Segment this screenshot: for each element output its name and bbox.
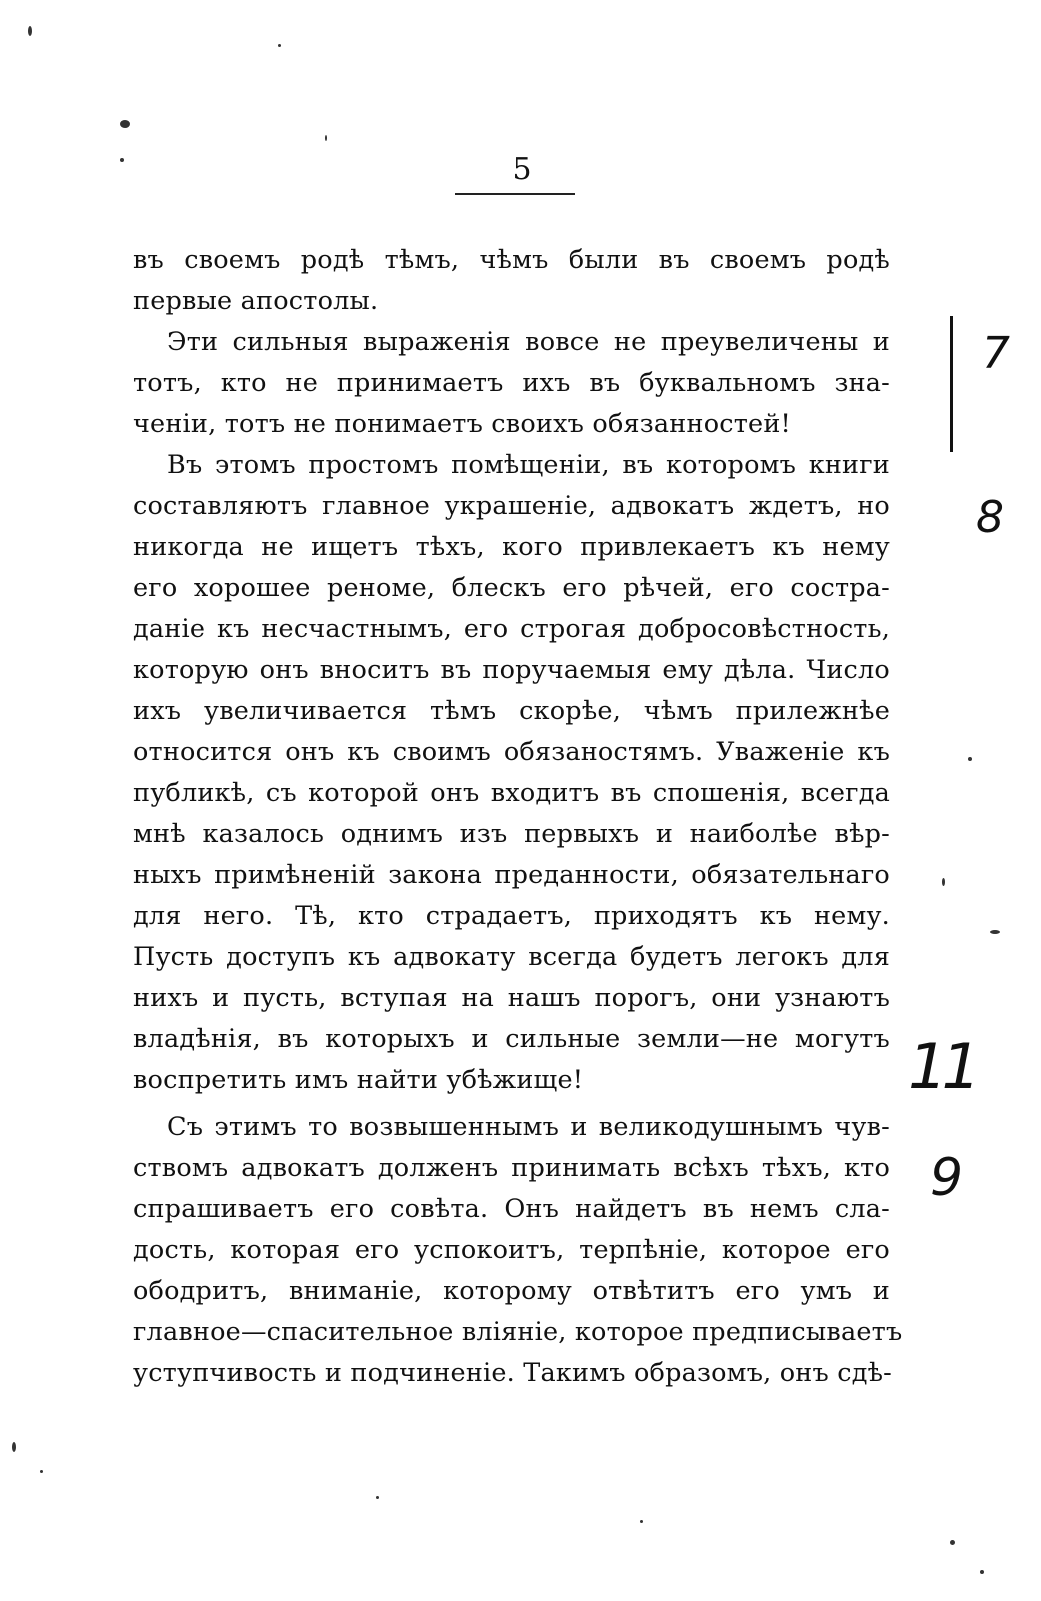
text-line: публикѣ, съ которой онъ входитъ въ спошенія, всегда xyxy=(133,778,890,808)
page-number: 5 xyxy=(512,152,532,187)
text-line: мнѣ казалось однимъ изъ первыхъ и наиболѣе вѣр- xyxy=(133,819,890,849)
margin-note-7: 7 xyxy=(982,328,1010,379)
scan-speck xyxy=(376,1496,379,1499)
text-line: спрашиваетъ его совѣта. Онъ найдетъ въ немъ сла- xyxy=(133,1194,890,1224)
text-line: въ своемъ родѣ тѣмъ, чѣмъ были въ своемъ родѣ xyxy=(133,245,890,275)
scan-speck xyxy=(950,1540,955,1545)
scan-speck xyxy=(28,26,32,36)
margin-note-8: 8 xyxy=(976,492,1004,543)
text-line: нихъ и пусть, вступая на нашъ порогъ, они узнаютъ xyxy=(133,983,890,1013)
text-line: которую онъ вноситъ въ поручаемыя ему дѣла. Число xyxy=(133,655,890,685)
margin-bracket-line xyxy=(950,316,953,452)
text-line: ченіи, тотъ не понимаетъ своихъ обязанностей! xyxy=(133,409,791,439)
scan-speck xyxy=(968,757,972,761)
text-line: Съ этимъ то возвышеннымъ и великодушнымъ чув- xyxy=(167,1112,890,1142)
text-line: ихъ увеличивается тѣмъ скорѣе, чѣмъ прилежнѣе xyxy=(133,696,890,726)
scan-speck xyxy=(120,158,124,162)
margin-note-11: 11 xyxy=(908,1030,975,1103)
text-line: ободритъ, вниманіе, которому отвѣтитъ его умъ и xyxy=(133,1276,890,1306)
scan-speck xyxy=(325,135,327,141)
page-number-rule xyxy=(455,193,575,195)
paragraph-4 xyxy=(133,1107,903,1394)
scan-speck xyxy=(278,44,281,47)
body-text xyxy=(133,240,903,1394)
text-line: воспретить имъ найти убѣжище! xyxy=(133,1065,584,1095)
margin-note-9: 9 xyxy=(930,1148,964,1208)
text-line: ствомъ адвокатъ долженъ принимать всѣхъ тѣхъ, кто xyxy=(133,1153,890,1183)
text-line: ныхъ примѣненій закона преданности, обязательнаго xyxy=(133,860,890,890)
scan-speck xyxy=(120,120,130,128)
text-line: дость, которая его успокоитъ, терпѣніе, которое его xyxy=(133,1235,890,1265)
text-line: составляютъ главное украшеніе, адвокатъ ждетъ, но xyxy=(133,491,890,521)
text-line: никогда не ищетъ тѣхъ, кого привлекаетъ къ нему xyxy=(133,532,890,562)
scan-speck xyxy=(990,930,1000,934)
scan-speck xyxy=(942,878,945,886)
text-line: относится онъ къ своимъ обязаностямъ. Уваженіе къ xyxy=(133,737,890,767)
paragraph-2 xyxy=(133,322,890,445)
text-line: Эти сильныя выраженія вовсе не преувеличены и xyxy=(167,327,890,357)
text-line: даніе къ несчастнымъ, его строгая добросовѣстность, xyxy=(133,614,890,644)
paragraph-1 xyxy=(133,240,890,322)
paragraph-3 xyxy=(133,445,890,1101)
text-line: главное—спасительное вліяніе, которое предписываетъ xyxy=(133,1317,903,1347)
text-line: уступчивость и подчиненіе. Такимъ образомъ, онъ сдѣ- xyxy=(133,1358,893,1388)
text-line: Въ этомъ простомъ помѣщеніи, въ которомъ книги xyxy=(167,450,890,480)
text-line: владѣнія, въ которыхъ и сильные земли—не могутъ xyxy=(133,1024,890,1054)
text-line: Пусть доступъ къ адвокату всегда будетъ легокъ для xyxy=(133,942,890,972)
text-line: для него. Тѣ, кто страдаетъ, приходятъ къ нему. xyxy=(133,901,890,931)
scan-speck xyxy=(12,1442,16,1452)
text-line: тотъ, кто не принимаетъ ихъ въ буквальномъ зна- xyxy=(133,368,890,398)
scan-speck xyxy=(640,1520,643,1523)
text-line: первые апостолы. xyxy=(133,286,379,316)
scan-speck xyxy=(40,1470,43,1473)
text-line: его хорошее реноме, блескъ его рѣчей, его состра- xyxy=(133,573,890,603)
scan-speck xyxy=(980,1570,984,1574)
